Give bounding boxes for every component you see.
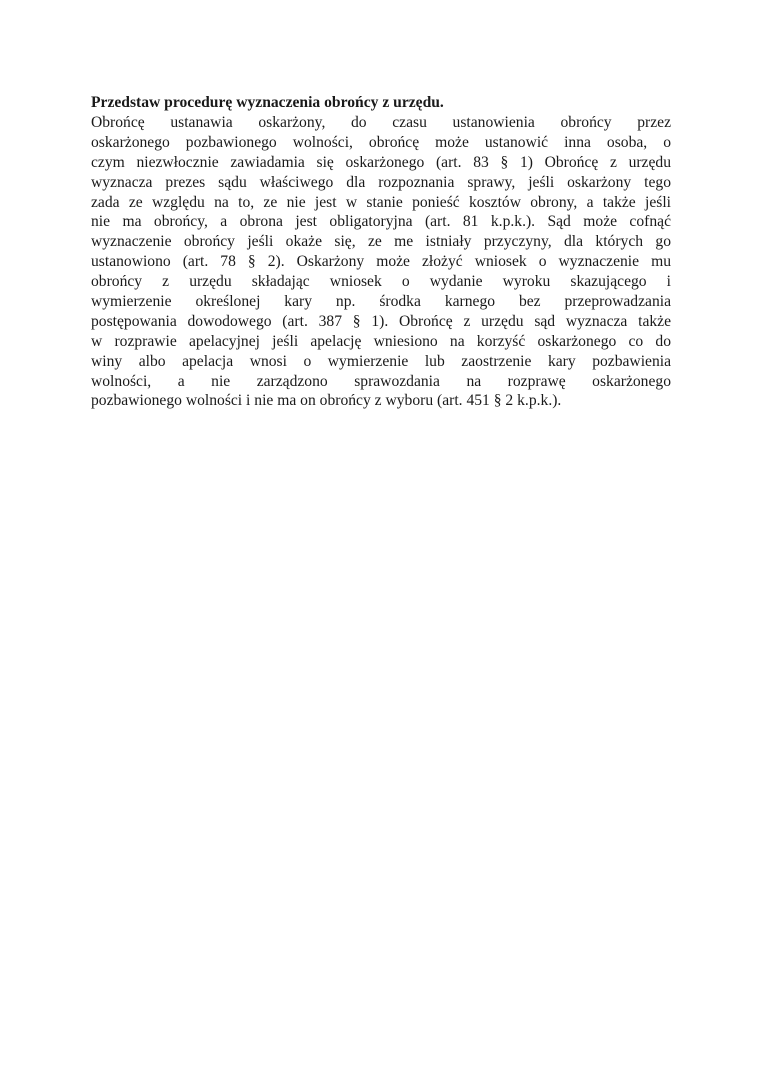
document-content [91,92,671,411]
answer-line: Obrońcę ustanawia oskarżony, do czasu ustanowienia obrońcy przez [91,114,671,131]
answer-line: nie ma obrońcy, a obrona jest obligatoryjna (art. 81 k.p.k.). Sąd może cofnąć [91,213,671,231]
answer-line: obrońcy z urzędu składając wniosek o wydanie wyroku skazującego i [91,273,671,291]
answer-line: wyznaczenie obrońcy jeśli okaże się, ze me istniały przyczyny, dla których go [91,233,671,251]
answer-line: zada ze względu na to, ze nie jest w stanie ponieść kosztów obrony, a także jeśli [91,193,671,211]
answer-line: oskarżonego pozbawionego wolności, obrońcę może ustanowić inna osoba, o [91,133,671,151]
answer-line: wolności, a nie zarządzono sprawozdania na rozprawę oskarżonego [91,372,671,390]
answer-line: w rozprawie apelacyjnej jeśli apelację wniesiono na korzyść oskarżonego co do [91,332,671,350]
question-heading: Przedstaw procedurę wyznaczenia obrońcy z urzędu. [91,94,444,111]
answer-line: pozbawionego wolności i nie ma on obrońcy z wyboru (art. 451 § 2 k.p.k.). [91,392,562,410]
answer-line: ustanowiono (art. 78 § 2). Oskarżony może złożyć wniosek o wyznaczenie mu [91,253,671,271]
answer-line: wyznacza prezes sądu właściwego dla rozpoznania sprawy, jeśli oskarżony tego [91,173,671,191]
answer-line: postępowania dowodowego (art. 387 § 1). Obrońcę z urzędu sąd wyznacza także [91,312,671,330]
answer-line: winy albo apelacja wnosi o wymierzenie lub zaostrzenie kary pozbawienia [91,352,671,370]
answer-line: czym niezwłocznie zawiadamia się oskarżonego (art. 83 § 1) Obrońcę z urzędu [91,153,671,171]
answer-line: wymierzenie określonej kary np. środka karnego bez przeprowadzania [91,293,671,311]
